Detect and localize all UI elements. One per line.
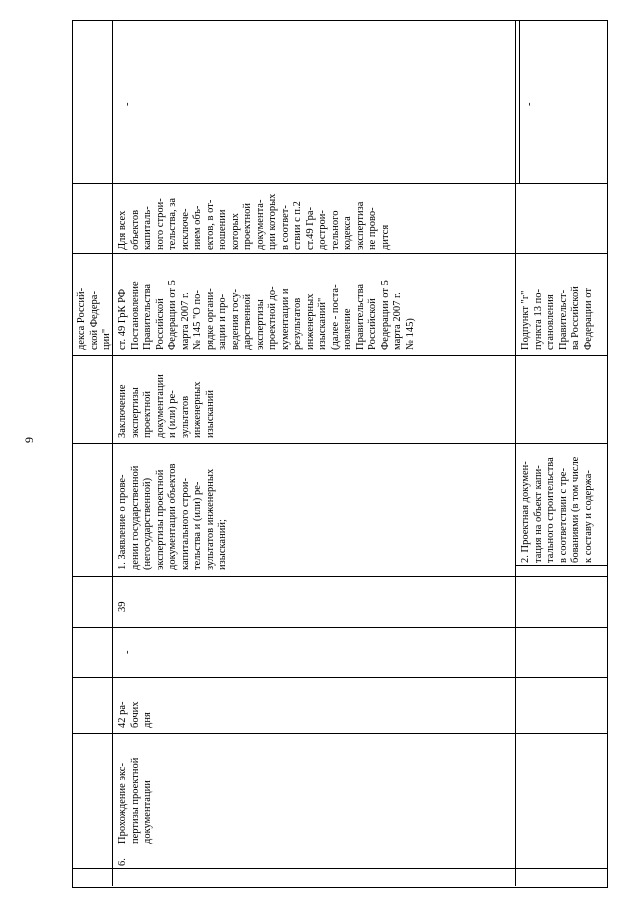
row-divider bbox=[515, 565, 607, 566]
row-divider bbox=[72, 677, 607, 678]
col-divider bbox=[515, 20, 516, 886]
row-divider bbox=[519, 183, 607, 184]
row-divider bbox=[72, 868, 607, 869]
col-divider bbox=[519, 20, 520, 183]
stage-name bbox=[117, 758, 155, 862]
legal-basis: Подпункт "г" пункта 13 по- становления Правительст- ва Российской Федерации от bbox=[520, 286, 594, 350]
document-item: 2. Проектная докумен- тация на объект капи- тального строительства в соответствии с тре- бованиями (в том числе к составу и содержа- bbox=[520, 456, 594, 563]
last-col-cell: - bbox=[524, 102, 535, 106]
row-divider bbox=[72, 733, 607, 734]
row-divider bbox=[72, 576, 607, 577]
document-item: 1. Заявление о прове- дении государственной (негосударственной) экспертизы проектной документации объектов капитального строи- тельства и (или) ре- зультатов инженерных изысканий; bbox=[117, 463, 228, 570]
row-number: 6. bbox=[117, 858, 128, 866]
term-cell: 42 ра- бочих дня bbox=[117, 701, 153, 728]
legal-basis: ст. 49 ГрК РФ Постановление Правительства Российской Федерации от 5 марта 2007 г. № 145 "О по- рядке органи- зации и про- ведения госу- дарственной экспертизы проектной до- кументации и результатов инженерных изысканий" (далее - поста- новление Правительства Российской Федерации от 5 марта 2007 г. № 145) bbox=[117, 280, 416, 350]
last-col-cell: - bbox=[122, 102, 133, 106]
page-number: 9 bbox=[22, 437, 36, 443]
applicability-cell: Для всех объектов капиталь- ного строи- тельства, за исключе- нием объ- ектов, в от- ношении которых проектной документа- ции которых в соответ- ствии с п.2 ст.49 Гра- дострои- тельного кодекса экспертиза не прово- дится bbox=[117, 193, 391, 250]
row-divider bbox=[72, 627, 607, 628]
legal-header: декса Россий- ской Федера- ции" bbox=[76, 287, 112, 350]
fee-cell: - bbox=[122, 650, 133, 654]
result-cell: Заключение экспертизы проектной документации и (или) ре- зультатов инженерных изысканий bbox=[117, 374, 216, 438]
doc-number-cell: 39 bbox=[117, 601, 128, 612]
col-divider bbox=[112, 20, 113, 886]
stage-name-text: Прохождение экс- пертизы проектной документации bbox=[117, 757, 153, 844]
